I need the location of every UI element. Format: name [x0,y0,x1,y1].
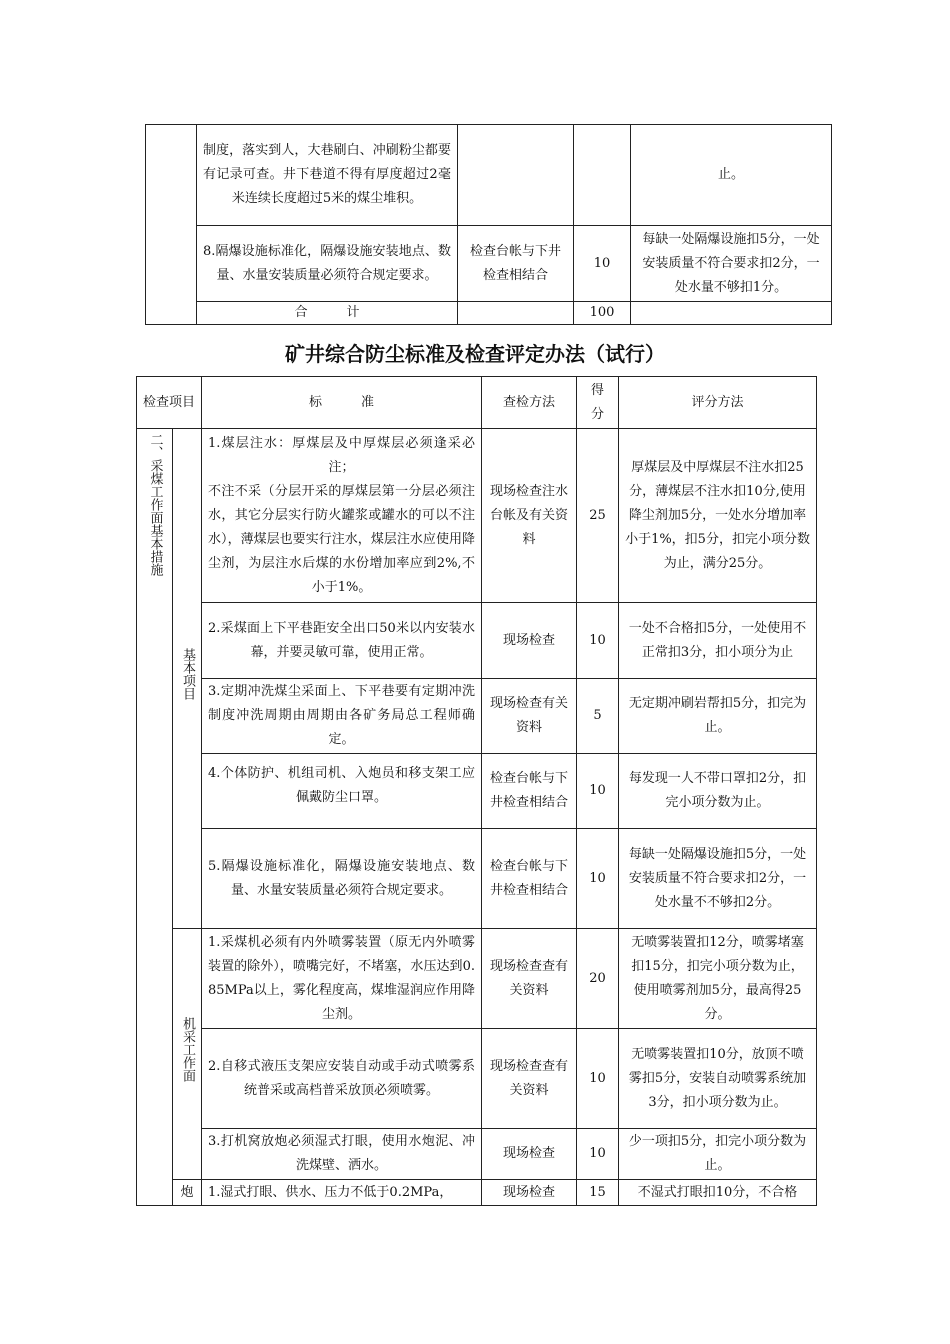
score-cell: 10 [577,603,619,679]
table-row [137,829,817,929]
score-cell: 10 [574,226,631,302]
scoring-cell: 每缺一处隔爆设施扣5分，一处安装质量不符合要求扣2分，一处水量不不够扣2分。 [619,829,817,929]
method-cell: 现场检查 [482,1180,577,1206]
standard-cell: 1.湿式打眼、供水、压力不低于0.2MPa， [202,1180,482,1206]
method-cell: 现场检查 [482,603,577,679]
category-label: 二、采煤工作面基本措施 [147,433,163,576]
standard-cell: 1.采煤机必须有内外喷雾装置（原无内外喷雾装置的除外），喷嘴完好，不堵塞，水压达到0.85MPa以上，雾化程度高，煤堆湿润应作用降尘剂。 [202,929,482,1029]
page-title: 矿井综合防尘标准及检查评定办法（试行） [285,342,665,366]
group-cell [173,929,202,1180]
score-cell: 10 [577,754,619,829]
table-row [137,1180,817,1206]
standard-cell: 8.隔爆设施标准化，隔爆设施安装地点、数量、水量安装质量必须符合规定要求。 [197,226,458,302]
table-row [137,679,817,754]
score-cell: 25 [577,429,619,603]
total-label: 合 计 [197,302,458,325]
method-cell: 现场检查查有关资料 [482,929,577,1029]
group-cell [173,1180,202,1206]
header-item: 检查项目 [137,377,202,429]
standard-cell: 制度，落实到人，大巷刷白、冲刷粉尘都要有记录可查。井下巷道不得有厚度超过2毫米连续长度超过5米的煤尘堆积。 [197,125,458,226]
group-label: 基本项目 [180,648,195,700]
method-cell: 现场检查有关资料 [482,679,577,754]
standard-cell: 4.个体防护、机组司机、入炮员和移支架工应佩戴防尘口罩。 [202,754,482,829]
continuation-table [145,124,832,325]
score-cell: 10 [577,1029,619,1129]
standard-cell: 2.采煤面上下平巷距安全出口50米以内安装水幕，并要灵敏可靠，使用正常。 [202,603,482,679]
scoring-cell: 止。 [631,125,832,226]
standard-cell: 2.自移式液压支架应安装自动或手动式喷雾系统普采或高档普采放顶必须喷雾。 [202,1029,482,1129]
scoring-cell: 少一项扣5分，扣完小项分数为止。 [619,1129,817,1180]
score-cell: 10 [577,829,619,929]
standard-cell: 1.煤层注水：厚煤层及中厚煤层必须逢采必注； 不注不采（分层开采的厚煤层第一分层必须注水，其它分层实行防火罐浆或罐水的可以不注水），薄煤层也要实行注水，煤层注水应使用降尘剂，为层注水后煤的水份增加率应到2%,不小于1%。 [202,429,482,603]
table-row [146,226,832,302]
score-cell: 10 [577,1129,619,1180]
dust-standard-table [136,376,817,1206]
method-cell: 现场检查查有关资料 [482,1029,577,1129]
score-cell: 5 [577,679,619,754]
header-standard: 标 准 [202,377,482,429]
method-cell: 现场检查注水台帐及有关资料 [482,429,577,603]
header-method: 查检方法 [482,377,577,429]
table-row [146,125,832,226]
standard-cell: 3.打机窝放炮必须湿式打眼，使用水炮泥、冲洗煤壁、洒水。 [202,1129,482,1180]
method-cell: 现场检查 [482,1129,577,1180]
scoring-cell: 每发现一人不带口罩扣2分，扣完小项分数为止。 [619,754,817,829]
score-cell: 20 [577,929,619,1029]
total-row [146,302,832,325]
method-cell [458,125,574,226]
table-row [137,1029,817,1129]
table-row [137,929,817,1029]
table-row [137,1129,817,1180]
score-cell: 15 [577,1180,619,1206]
group-label: 机采工作面 [180,1017,195,1082]
group-label: 炮 [180,1184,194,1200]
header-score: 得分 [577,377,619,429]
scoring-cell: 无定期冲刷岩帮扣5分，扣完为止。 [619,679,817,754]
standard-cell: 3.定期冲洗煤尘采面上、下平巷要有定期冲洗制度冲洗周期由周期由各矿务局总工程师确定。 [202,679,482,754]
group-cell [173,429,202,929]
table-row [137,754,817,829]
total-method-empty [458,302,574,325]
total-scoring-empty [631,302,832,325]
header-row [137,377,817,429]
item-cell-empty [146,125,197,325]
standard-cell: 5.隔爆设施标准化，隔爆设施安装地点、数量、水量安装质量必须符合规定要求。 [202,829,482,929]
scoring-cell: 每缺一处隔爆设施扣5分，一处安装质量不符合要求扣2分，一处水量不够扣1分。 [631,226,832,302]
category-cell [137,429,173,1206]
total-score: 100 [574,302,631,325]
scoring-cell: 一处不合格扣5分，一处使用不正常扣3分，扣小项分为止 [619,603,817,679]
method-cell: 检查台帐与下井检查相结合 [482,754,577,829]
scoring-cell: 无喷雾装置扣10分，放顶不喷雾扣5分，安装自动喷雾系统加3分，扣小项分数为止。 [619,1029,817,1129]
score-cell [574,125,631,226]
method-cell: 检查台帐与下井检查相结合 [482,829,577,929]
method-cell: 检查台帐与下井检查相结合 [458,226,574,302]
scoring-cell: 厚煤层及中厚煤层不注水扣25分，薄煤层不注水扣10分,使用降尘剂加5分，一处水分增加率小于1%，扣5分，扣完小项分数为止，满分25分。 [619,429,817,603]
header-scoring: 评分方法 [619,377,817,429]
table-row [137,603,817,679]
scoring-cell: 无喷雾装置扣12分，喷雾堵塞扣15分，扣完小项分数为止，使用喷雾剂加5分，最高得25分。 [619,929,817,1029]
scoring-cell: 不湿式打眼扣10分，不合格 [619,1180,817,1206]
table-row [137,429,817,603]
